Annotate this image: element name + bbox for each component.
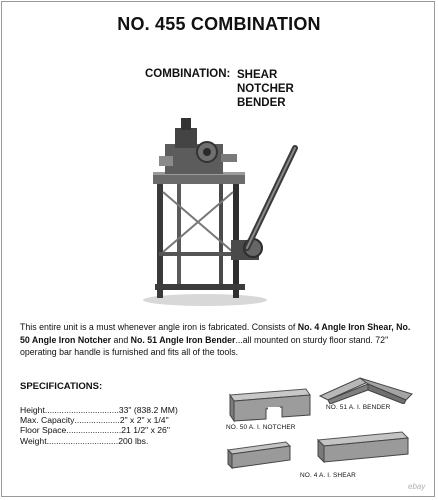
- combination-item-bender: BENDER: [237, 97, 286, 109]
- combination-list: [237, 68, 294, 110]
- spec-label: Weight: [20, 435, 47, 446]
- description-text: This entire unit is a must whenever angle iron is fabricated. Consists of: [20, 322, 298, 332]
- specifications-title: SPECIFICATIONS:: [20, 381, 103, 392]
- spec-dots: ..............................: [46, 435, 119, 446]
- spec-row: [20, 436, 210, 446]
- bender-label: NO. 51 A. I. BENDER: [326, 404, 391, 411]
- specifications-table: [20, 405, 210, 446]
- spec-label: Floor Space: [20, 425, 67, 436]
- spec-dots: ...............................: [44, 405, 119, 415]
- spec-value: 2" x 2" x 1/4": [119, 415, 169, 426]
- notcher-label: NO. 50 A. I. NOTCHER: [226, 424, 296, 431]
- spec-label: Height: [20, 405, 45, 415]
- spec-value: 33" (838.2 MM): [118, 405, 178, 415]
- description-bold: No. 4 Angle Iron Shear, No. 50 Angle Iron Notcher: [20, 322, 411, 345]
- combination-label: COMBINATION:: [145, 68, 231, 80]
- description-text: ...all mounted on sturdy floor stand. 72" operating bar handle is furnished and fits all of the tools.: [20, 334, 389, 357]
- spec-dots: .......................: [66, 425, 122, 436]
- page-title: NO. 455 COMBINATION: [117, 14, 321, 34]
- description-text: and: [111, 334, 131, 345]
- spec-row: [20, 405, 210, 415]
- combination-item-shear: SHEAR: [237, 69, 278, 81]
- shear-sample-image: [226, 428, 416, 472]
- spec-value: 200 lbs.: [118, 435, 149, 446]
- combination-item-notcher: NOTCHER: [237, 83, 294, 95]
- product-description: [20, 321, 420, 359]
- spec-row: [20, 415, 210, 425]
- spec-dots: ...................: [74, 415, 120, 426]
- bender-sample-image: [316, 374, 416, 404]
- product-photo: [135, 112, 305, 308]
- spec-row: [20, 425, 210, 435]
- description-bold: No. 51 Angle Iron Bender: [130, 334, 236, 345]
- spec-value: 21 1/2" x 26": [121, 425, 170, 436]
- watermark-logo: ebay: [408, 482, 426, 491]
- spec-label: Max. Capacity: [20, 415, 75, 426]
- shear-label: NO. 4 A. I. SHEAR: [300, 472, 356, 479]
